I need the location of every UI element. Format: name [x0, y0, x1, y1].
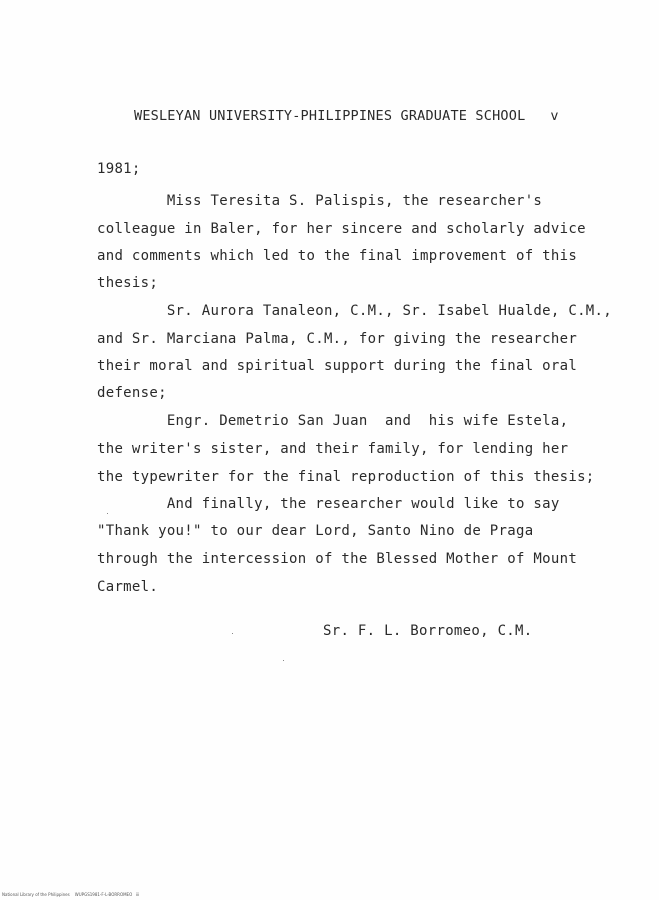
body-line: Carmel. [97, 579, 159, 595]
signature: Sr. F. L. Borromeo, C.M. [323, 623, 533, 639]
scan-speck [232, 633, 233, 634]
body-line: and comments which led to the final improvement of this [97, 248, 578, 264]
scan-speck [107, 513, 108, 514]
body-line: the writer's sister, and their family, for lending her [97, 441, 569, 457]
body-line: through the intercession of the Blessed Mother of Mount [97, 551, 578, 567]
body-line: 1981; [97, 161, 141, 177]
body-line: the typewriter for the final reproduction of this thesis; [97, 469, 595, 485]
body-line: Sr. Aurora Tanaleon, C.M., Sr. Isabel Hualde, C.M., [97, 303, 612, 319]
body-line: defense; [97, 385, 167, 401]
page-header: WESLEYAN UNIVERSITY-PHILIPPINES GRADUATE SCHOOL v [134, 108, 559, 124]
body-line: thesis; [97, 275, 159, 291]
scan-footer: National Library of the Philippines WUPGS1981-F-L-BORROMEO iii [2, 892, 140, 897]
body-line: and Sr. Marciana Palma, C.M., for giving the researcher [97, 331, 578, 347]
body-line: And finally, the researcher would like to say [97, 496, 560, 512]
body-line: Engr. Demetrio San Juan and his wife Estela, [97, 413, 569, 429]
body-line: "Thank you!" to our dear Lord, Santo Nino de Praga [97, 523, 534, 539]
scan-speck [283, 660, 284, 661]
body-line: colleague in Baler, for her sincere and scholarly advice [97, 221, 586, 237]
body-line: their moral and spiritual support during the final oral [97, 358, 578, 374]
body-line: Miss Teresita S. Palispis, the researcher's [97, 193, 543, 209]
